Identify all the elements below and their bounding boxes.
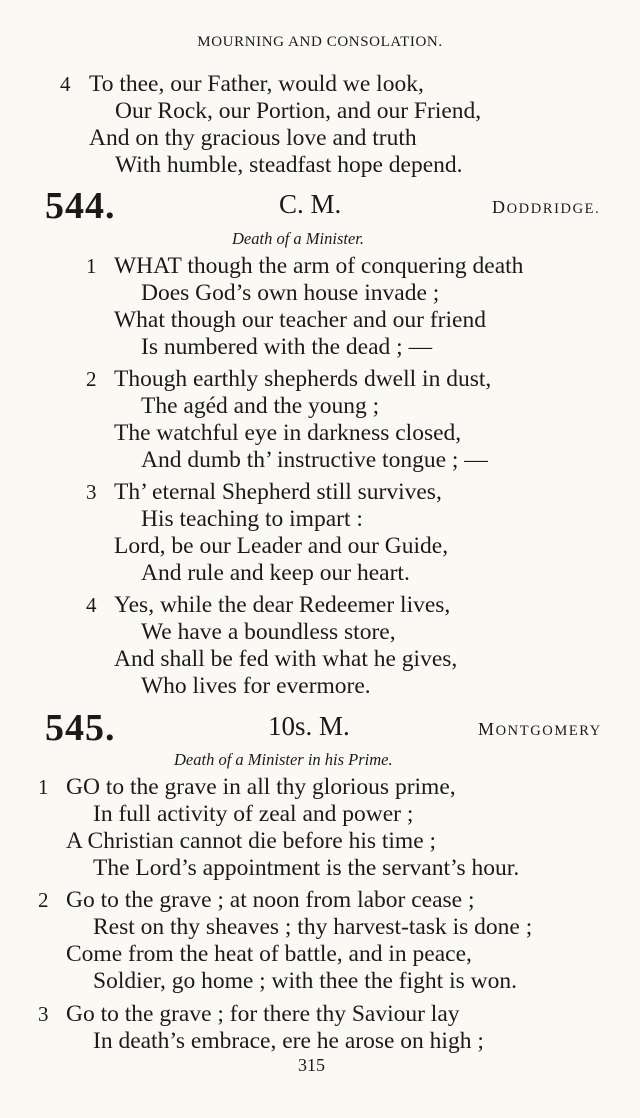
verse-line: Though earthly shepherds dwell in dust, (114, 366, 492, 392)
hymn-number: 545. (45, 707, 116, 749)
author-initial: D (492, 197, 507, 217)
verse-line: Lord, be our Leader and our Guide, (114, 533, 449, 559)
verse-line: Soldier, go home ; with thee the fight is won. (93, 968, 517, 994)
verse-line: And shall be fed with what he gives, (114, 646, 458, 672)
verse-line: Our Rock, our Portion, and our Friend, (115, 98, 482, 124)
verse-line: Is numbered with the dead ; — (141, 334, 433, 360)
verse-line: To thee, our Father, would we look, (89, 71, 424, 97)
stanza-number: 2 (86, 367, 97, 391)
verse-line: And rule and keep our heart. (141, 560, 410, 586)
verse-line: We have a boundless store, (141, 619, 396, 645)
hymn-subtitle: Death of a Minister. (232, 229, 364, 248)
verse-line: The agéd and the young ; (141, 393, 380, 419)
verse-line: Th’ eternal Shepherd still survives, (114, 479, 442, 505)
stanza-number: 3 (86, 480, 97, 504)
hymn-author (492, 197, 600, 218)
verse-line: Who lives for evermore. (141, 673, 371, 699)
verse-line: Rest on thy sheaves ; thy harvest-task is done ; (93, 914, 533, 940)
verse-line: And dumb th’ instructive tongue ; — (141, 447, 488, 473)
verse-line: With humble, steadfast hope depend. (115, 152, 463, 178)
hymn-number: 544. (45, 185, 116, 227)
verse-line: What though our teacher and our friend (114, 307, 486, 333)
stanza-number: 4 (60, 72, 71, 96)
verse-line: His teaching to impart : (141, 506, 363, 532)
verse-line: GO to the grave in all thy glorious prime, (66, 774, 456, 800)
page-number: 315 (298, 1055, 325, 1075)
verse-line: Come from the heat of battle, and in peace, (66, 941, 472, 967)
stanza-number: 2 (38, 888, 49, 912)
verse-line: In death’s embrace, ere he arose on high ; (93, 1028, 484, 1054)
verse-line: The watchful eye in darkness closed, (114, 420, 462, 446)
stanza-number: 3 (38, 1002, 49, 1026)
verse-line: And on thy gracious love and truth (89, 125, 417, 151)
author-initial: M (478, 719, 496, 739)
author-rest: ODDRIDGE. (506, 201, 601, 217)
verse-line: Go to the grave ; at noon from labor cease ; (66, 887, 475, 913)
verse-line: Yes, while the dear Redeemer lives, (114, 592, 451, 618)
verse-line: WHAT though the arm of conquering death (114, 253, 524, 279)
author-rest: ONTGOMERY (495, 723, 602, 739)
stanza-number: 4 (86, 593, 97, 617)
verse-line: In full activity of zeal and power ; (93, 801, 414, 827)
stanza-number: 1 (38, 775, 49, 799)
verse-line: A Christian cannot die before his time ; (66, 828, 437, 854)
hymn-meter: C. M. (279, 189, 342, 219)
hymn-author (478, 719, 602, 740)
hymn-subtitle: Death of a Minister in his Prime. (174, 750, 393, 769)
verse-line: Go to the grave ; for there thy Saviour lay (66, 1001, 460, 1027)
running-head: MOURNING AND CONSOLATION. (197, 34, 443, 50)
stanza-number: 1 (86, 254, 97, 278)
hymn-meter: 10s. M. (268, 711, 350, 741)
verse-line: Does God’s own house invade ; (141, 280, 440, 306)
verse-line: The Lord’s appointment is the servant’s hour. (93, 855, 520, 881)
